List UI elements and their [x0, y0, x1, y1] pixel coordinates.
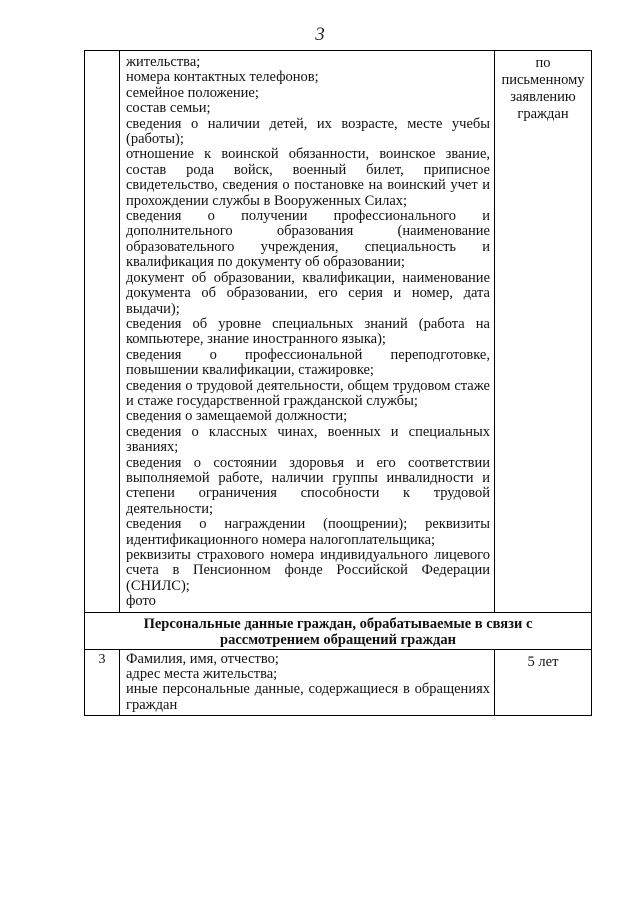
list-item: отношение к воинской обязанности, воинское звание, состав рода войск, военный билет, приписное свидетельство, сведения о постановке на воинский учет и прохождении службы в Вооруженных Силах;: [126, 146, 490, 209]
personal-data-table: [84, 50, 592, 716]
list-item: сведения о замещаемой должности;: [126, 408, 348, 425]
list-item: документ об образовании, квалификации, наименование документа об образовании, его серия и номер, дата выдачи);: [126, 269, 490, 317]
section-header: Персональные данные граждан, обрабатываемые в связи с рассмотрением обращений граждан: [85, 612, 592, 649]
data-items-cell: [120, 51, 495, 613]
retention-term: 5 лет: [495, 649, 592, 716]
list-item: сведения о трудовой деятельности, общем трудовом стаже и стаже государственной гражданской службы;: [126, 377, 490, 409]
list-item: сведения о классных чинах, военных и специальных званиях;: [126, 423, 490, 456]
list-item: семейное положение;: [126, 84, 259, 101]
list-item: жительства;: [126, 54, 201, 70]
list-item: сведения об уровне специальных знаний (работа на компьютере, знание иностранного языка);: [126, 315, 490, 348]
page-number: 3: [315, 24, 325, 45]
row-number: 3: [85, 649, 120, 716]
list-item: состав семьи;: [126, 100, 211, 117]
list-item: сведения о профессиональной переподготовке, повышении квалификации, стажировке;: [126, 346, 490, 379]
list-item: иные персональные данные, содержащиеся в обращениях граждан: [126, 681, 490, 713]
list-item: Фамилия, имя, отчество;: [126, 650, 279, 667]
retention-term: по письменному заявлению граждан: [495, 51, 592, 613]
table-row: [85, 649, 592, 716]
list-item: сведения о состоянии здоровья и его соответствии выполняемой работе, наличии группы инвалидности и степени ограничения способности к трудовой деятельности;: [126, 454, 490, 517]
list-item: сведения о получении профессионального и дополнительного образования (наименование образовательного учреждения, специальность и квалификация по документу об образовании;: [126, 208, 490, 271]
list-item: фото: [126, 593, 156, 610]
section-header-row: [85, 612, 592, 649]
list-item: реквизиты страхового номера индивидуального лицевого счета в Пенсионном фонде Российской Федерации (СНИЛС);: [126, 547, 490, 594]
data-items-cell: [120, 649, 495, 716]
row-number: [85, 51, 120, 613]
list-item: сведения о наличии детей, их возрасте, месте учебы (работы);: [126, 115, 490, 148]
table-row: [85, 51, 592, 613]
list-item: адрес места жительства;: [126, 666, 278, 683]
list-item: номера контактных телефонов;: [126, 69, 319, 86]
list-item: сведения о награждении (поощрении); реквизиты идентификационного номера налогоплательщика;: [126, 516, 490, 548]
